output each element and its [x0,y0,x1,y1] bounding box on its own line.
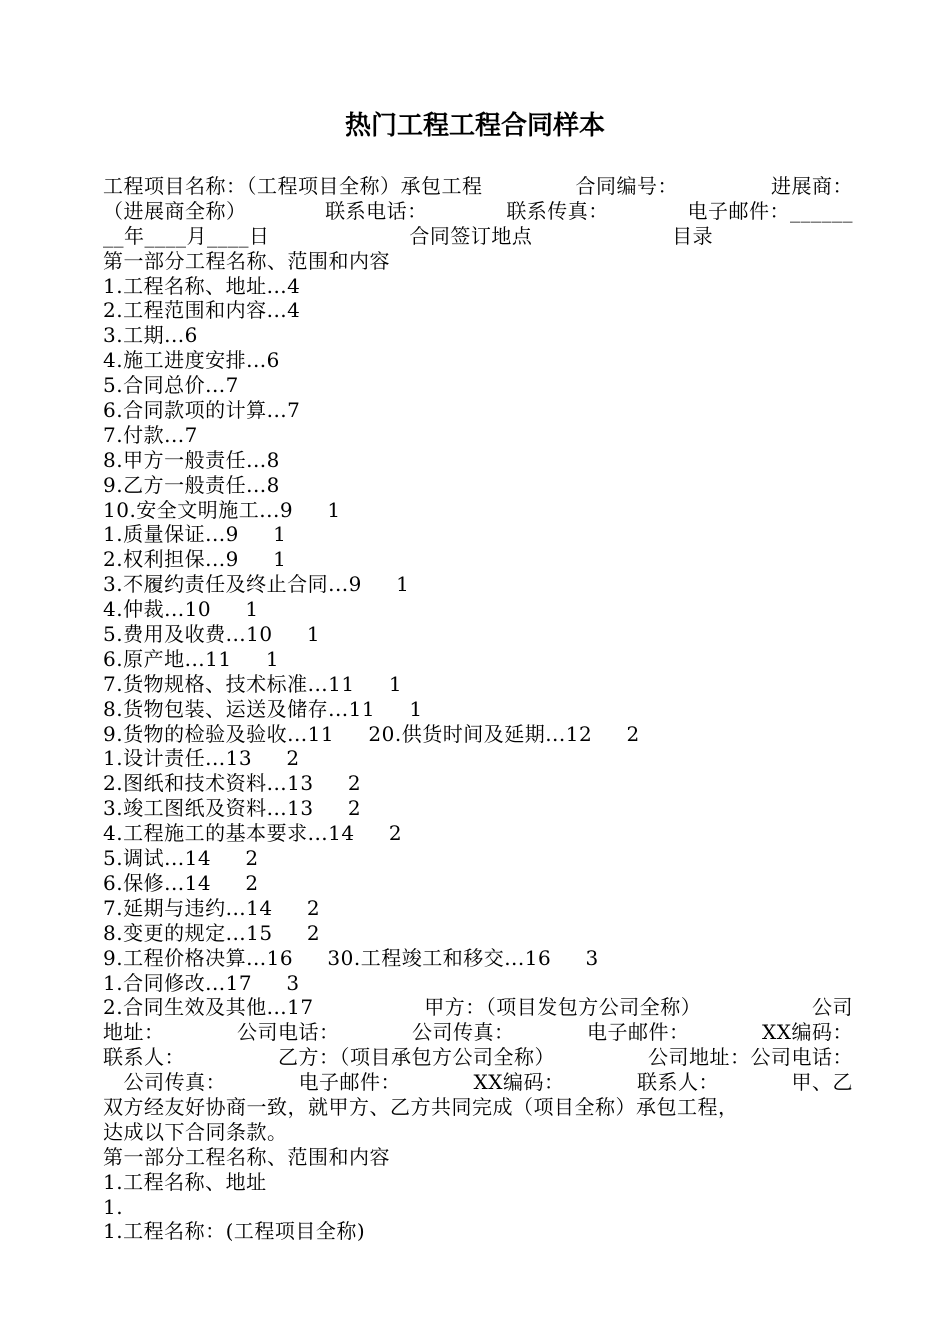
header-line [103,174,853,199]
toc-item: 5.合同总价...7 [103,373,239,398]
toc-item: 1.工程名称、地址...4 [103,273,301,298]
clause-line: 1.工程名称、地址 [103,1169,267,1194]
header-line-segment: 目录 [672,223,714,248]
header-line-segment: 联系传真： [506,198,609,223]
party-line-segment: XX编码： [473,1070,565,1095]
party-line-segment: XX编码： [762,1020,853,1045]
toc-item: 2.工程范围和内容...4 [103,298,301,323]
toc-item: 10.安全文明施工...9 1 [103,497,341,522]
contract-opening-clauses [103,1120,853,1244]
toc-item: 8.货物包装、运送及储存...11 1 [103,696,423,721]
document-body [103,174,853,1244]
toc-item: 8.甲方一般责任...8 [103,447,280,472]
header-line-segment: 进展商： [771,174,853,198]
header-line-segment: 工程项目名称：（工程项目全称）承包工程 [103,174,483,198]
header-line-segment: 联系电话： [325,198,428,223]
toc-item: 4.工程施工的基本要求...14 2 [103,821,403,846]
toc-item: 6.保修...14 2 [103,870,259,895]
toc-item: 7.延期与违约...14 2 [103,895,321,920]
toc-item: 4.施工进度安排...6 [103,348,280,373]
party-line [103,1070,853,1095]
header-line-segment: （进展商全称） [103,198,247,223]
toc-item: 1.设计责任...13 2 [103,746,300,771]
party-line [103,1095,853,1120]
party-line-segment: 电子邮件： [587,1020,690,1045]
header-line-segment: __年____月____日 [103,223,270,248]
clause-line: 第一部分工程名称、范围和内容 [103,1144,390,1169]
parties-block [103,995,853,1119]
contract-header-block [103,174,853,249]
header-line [103,224,853,249]
toc-item: 3.竣工图纸及资料...13 2 [103,796,362,821]
clause-line: 1. [103,1194,124,1219]
header-line-segment: 电子邮件：______ [687,198,853,223]
toc-item: 6.原产地...11 1 [103,646,280,671]
header-line-segment: 合同编号： [575,174,678,198]
toc-item: 9.货物的检验及验收...11 20.供货时间及延期...12 2 [103,721,640,746]
toc-item: 2.权利担保...9 1 [103,547,287,572]
toc-item: 7.货物规格、技术标准...11 1 [103,671,403,696]
toc-item: 4.仲裁...10 1 [103,597,259,622]
toc-item: 3.工期...6 [103,323,198,348]
party-line-segment: 联系人： [637,1070,720,1095]
party-line-segment: 双方经友好协商一致，就甲方、乙方共同完成（项目全称）承包工程， [103,1094,739,1119]
toc-item: 第一部分工程名称、范围和内容 [103,248,390,273]
party-line-segment: 公司电话： [237,1020,340,1045]
clause-line: 1.工程名称：(工程项目全称) [103,1219,366,1244]
party-line-segment: 联系人： [103,1045,185,1070]
toc-item: 3.不履约责任及终止合同...9 1 [103,572,410,597]
toc-item: 9.工程价格决算...16 30.工程竣工和移交...16 3 [103,945,599,970]
toc-item: 5.调试...14 2 [103,846,259,871]
party-line-segment: 乙方：（项目承包方公司全称） [278,1045,555,1070]
toc-item: 1.合同修改...17 3 [103,970,300,995]
header-line [103,199,853,224]
document-title: 热门工程工程合同样本 [344,111,605,141]
party-line [103,1045,853,1070]
toc-item: 9.乙方一般责任...8 [103,472,280,497]
party-line [103,995,853,1020]
clause-line: 达成以下合同条款。 [103,1119,288,1144]
toc-item: 8.变更的规定...15 2 [103,920,321,945]
toc-item: 5.费用及收费...10 1 [103,622,321,647]
party-line-segment: 公司 [811,995,853,1020]
party-line-segment: 甲、乙 [791,1070,853,1095]
party-line [103,1020,853,1045]
party-line-segment: 电子邮件： [298,1070,402,1095]
party-line-segment: 2.合同生效及其他...17 [103,995,314,1020]
party-line-segment: 公司传真： [103,1070,227,1095]
toc-item: 2.图纸和技术资料...13 2 [103,771,362,796]
header-line-segment: 合同签订地点 [409,223,533,248]
toc-item: 7.付款...7 [103,422,198,447]
party-line-segment: 公司传真： [412,1020,515,1045]
party-line-segment: 公司地址：公司电话： [648,1045,853,1070]
toc-item: 6.合同款项的计算...7 [103,398,301,423]
party-line-segment: 地址： [103,1020,165,1045]
party-line-segment: 甲方：（项目发包方公司全称） [424,995,702,1020]
table-of-contents [103,249,853,996]
toc-item: 1.质量保证...9 1 [103,522,287,547]
